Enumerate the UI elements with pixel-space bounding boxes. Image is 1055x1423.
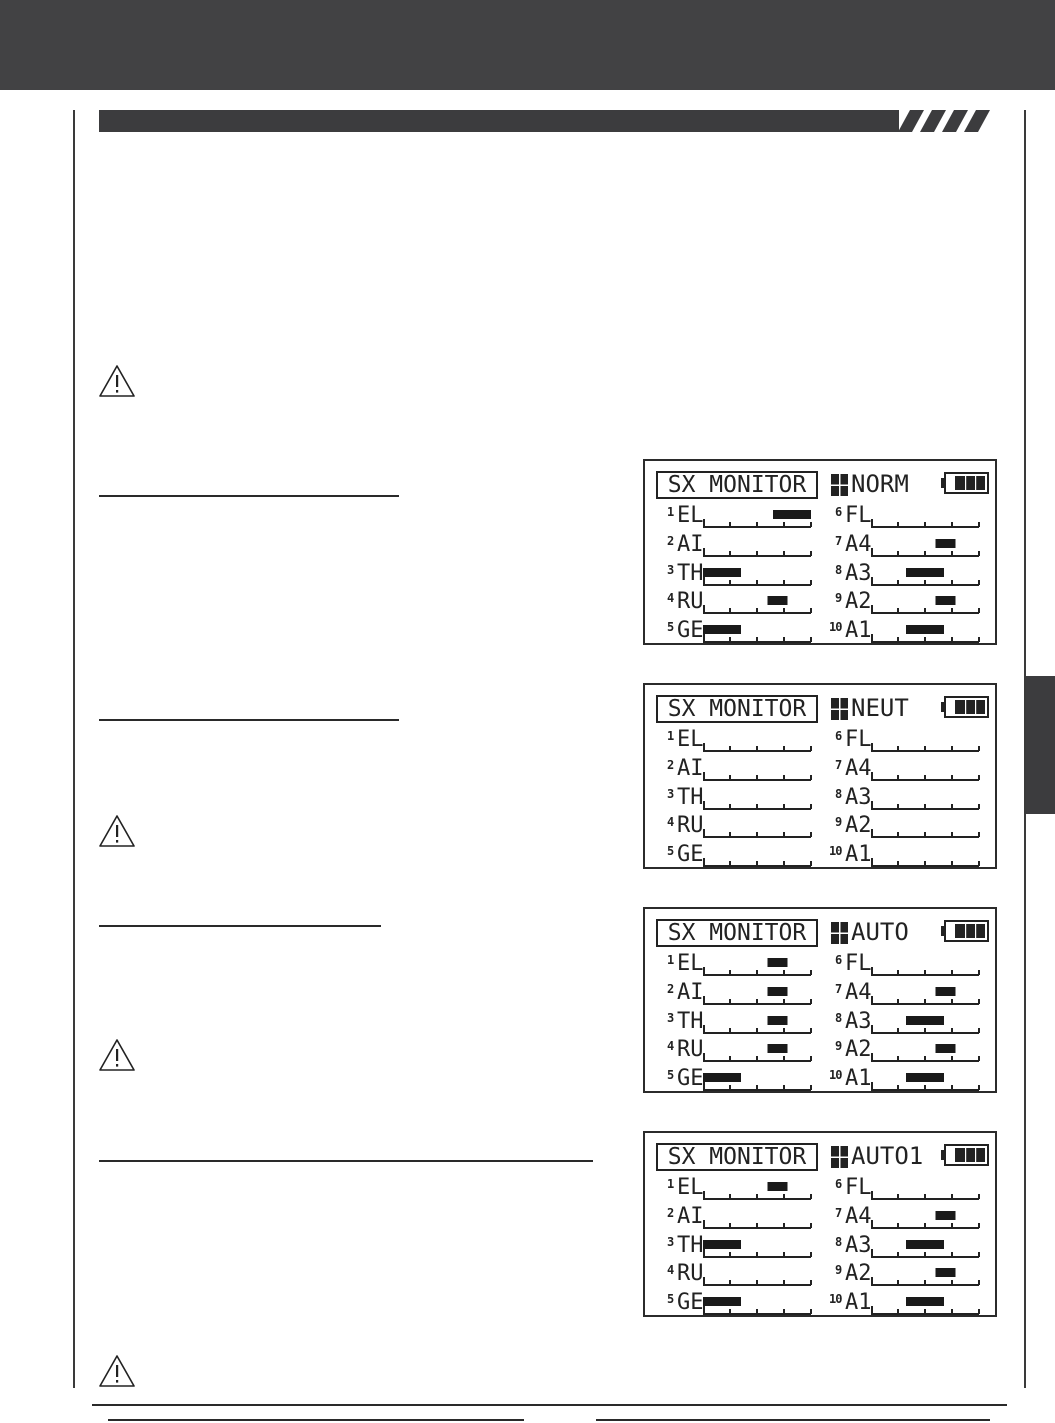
channel-number: 4: [667, 1263, 675, 1278]
channel-row: [667, 727, 847, 755]
header-band: [0, 0, 1055, 90]
channel-label: RU: [677, 1037, 704, 1063]
channel-position-bar: [906, 1016, 944, 1025]
section-stripes-decoration: [898, 110, 1000, 132]
channel-number: 8: [835, 562, 843, 577]
channel-gauge: [871, 593, 981, 615]
channel-row: [835, 1009, 1015, 1037]
channel-number: 4: [667, 591, 675, 606]
channel-row: [667, 618, 847, 646]
channel-gauge: [703, 789, 813, 811]
channel-label: A3: [845, 784, 872, 810]
channel-gauge: [703, 622, 813, 644]
channel-label: FL: [845, 727, 872, 752]
channel-gauge: [871, 955, 981, 977]
channel-label: FL: [845, 1175, 872, 1200]
channel-row: [667, 1290, 847, 1318]
channel-label: EL: [677, 951, 704, 976]
channel-number: 10: [829, 620, 842, 635]
channel-label: RU: [677, 813, 704, 839]
channel-label: A4: [845, 531, 872, 557]
channel-position-bar: [768, 1044, 788, 1053]
channel-row: [667, 756, 847, 784]
channel-label: AI: [677, 1203, 704, 1229]
channel-gauge: [871, 846, 981, 868]
warning-triangle-icon: [98, 1038, 136, 1072]
channel-label: A1: [845, 1290, 872, 1316]
channel-number: 6: [835, 953, 843, 967]
channel-number: 6: [835, 505, 843, 519]
channel-position-bar: [768, 596, 788, 605]
channel-number: 10: [829, 1292, 842, 1307]
battery-icon: [941, 696, 989, 718]
channel-gauge: [703, 593, 813, 615]
channel-number: 1: [667, 953, 675, 967]
footer-rule-left: [108, 1419, 524, 1421]
channel-row: [835, 1204, 1015, 1232]
channel-row: [835, 727, 1015, 755]
channel-position-bar: [703, 1073, 741, 1082]
channel-label: A1: [845, 1066, 872, 1092]
channel-label: EL: [677, 727, 704, 752]
channel-row: [667, 1066, 847, 1094]
channel-label: RU: [677, 589, 704, 615]
flight-mode-icon: [831, 474, 848, 496]
channel-gauge: [703, 1294, 813, 1316]
channel-row: [835, 1261, 1015, 1289]
subsection-heading-underline: [99, 495, 399, 497]
channel-number: 7: [835, 1205, 843, 1220]
channel-gauge: [871, 1041, 981, 1063]
channel-position-bar: [703, 625, 741, 634]
channel-gauge: [703, 731, 813, 753]
channel-number: 3: [667, 562, 675, 577]
channel-label: A4: [845, 979, 872, 1005]
channel-row: [667, 1261, 847, 1289]
channel-gauge: [703, 565, 813, 587]
channel-gauge: [703, 955, 813, 977]
subsection-heading-underline: [99, 1160, 593, 1162]
channel-number: 5: [667, 1292, 675, 1307]
channel-label: A2: [845, 1037, 872, 1063]
channel-row: [835, 980, 1015, 1008]
channel-number: 5: [667, 1068, 675, 1083]
channel-row: [835, 561, 1015, 589]
channel-gauge: [703, 817, 813, 839]
channel-number: 2: [667, 533, 675, 548]
channel-number: 9: [835, 815, 843, 830]
subsection-heading-underline: [99, 719, 399, 721]
channel-label: RU: [677, 1261, 704, 1287]
channel-row: [829, 842, 1015, 870]
channel-number: 2: [667, 981, 675, 996]
channel-row: [667, 561, 847, 589]
channel-position-bar: [703, 1297, 741, 1306]
channel-gauge: [703, 507, 813, 529]
channel-position-bar: [768, 1016, 788, 1025]
lcd-monitor-screen: [643, 1131, 997, 1317]
channel-row: [667, 951, 847, 979]
channel-position-bar: [906, 1240, 944, 1249]
channel-label: AI: [677, 979, 704, 1005]
channel-row: [835, 1233, 1015, 1261]
channel-number: 1: [667, 729, 675, 743]
lcd-title: SX MONITOR: [656, 471, 818, 499]
channel-position-bar: [936, 1268, 956, 1277]
channel-position-bar: [936, 1044, 956, 1053]
channel-label: FL: [845, 951, 872, 976]
channel-gauge: [871, 760, 981, 782]
channel-label: A1: [845, 842, 872, 868]
channel-number: 2: [667, 1205, 675, 1220]
channel-number: 3: [667, 1234, 675, 1249]
channel-number: 3: [667, 786, 675, 801]
channel-label: A2: [845, 589, 872, 615]
footer-rule: [92, 1404, 1007, 1406]
channel-gauge: [871, 984, 981, 1006]
channel-row: [835, 785, 1015, 813]
channel-number: 7: [835, 757, 843, 772]
channel-gauge: [703, 1208, 813, 1230]
channel-position-bar: [906, 1073, 944, 1082]
channel-row: [835, 951, 1015, 979]
channel-row: [829, 1066, 1015, 1094]
channel-label: A2: [845, 813, 872, 839]
channel-row: [667, 813, 847, 841]
channel-label: A4: [845, 755, 872, 781]
channel-position-bar: [906, 568, 944, 577]
channel-number: 9: [835, 1263, 843, 1278]
channel-gauge: [871, 1208, 981, 1230]
section-header-bar: [99, 110, 899, 132]
channel-row: [835, 756, 1015, 784]
channel-number: 8: [835, 786, 843, 801]
channel-number: 1: [667, 505, 675, 519]
channel-label: GE: [677, 618, 704, 644]
channel-number: 4: [667, 815, 675, 830]
channel-gauge: [871, 507, 981, 529]
battery-icon: [941, 1144, 989, 1166]
flight-mode-name: AUTO1: [851, 1142, 924, 1170]
warning-triangle-icon: [98, 814, 136, 848]
channel-gauge: [871, 731, 981, 753]
channel-row: [667, 980, 847, 1008]
channel-row: [835, 1175, 1015, 1203]
channel-label: TH: [677, 560, 704, 586]
channel-gauge: [871, 622, 981, 644]
channel-gauge: [871, 1179, 981, 1201]
channel-gauge: [871, 536, 981, 558]
flight-mode-name: NEUT: [851, 694, 909, 722]
warning-triangle-icon: [98, 364, 136, 398]
channel-row: [835, 813, 1015, 841]
channel-number: 7: [835, 981, 843, 996]
channel-row: [667, 1037, 847, 1065]
channel-position-bar: [768, 987, 788, 996]
channel-label: FL: [845, 503, 872, 528]
left-margin-line: [73, 110, 75, 1388]
channel-gauge: [871, 817, 981, 839]
channel-row: [829, 1290, 1015, 1318]
channel-row: [835, 1037, 1015, 1065]
channel-gauge: [703, 1041, 813, 1063]
lcd-monitor-screen: [643, 907, 997, 1093]
channel-number: 2: [667, 757, 675, 772]
lcd-title: SX MONITOR: [656, 1143, 818, 1171]
channel-label: GE: [677, 842, 704, 868]
channel-position-bar: [703, 568, 741, 577]
channel-gauge: [703, 1237, 813, 1259]
channel-position-bar: [936, 987, 956, 996]
channel-number: 1: [667, 1177, 675, 1191]
lcd-title: SX MONITOR: [656, 695, 818, 723]
channel-number: 8: [835, 1234, 843, 1249]
channel-row: [835, 503, 1015, 531]
channel-row: [667, 1204, 847, 1232]
channel-position-bar: [936, 596, 956, 605]
channel-position-bar: [768, 958, 788, 967]
channel-position-bar: [936, 1211, 956, 1220]
channel-row: [667, 842, 847, 870]
flight-mode-icon: [831, 1146, 848, 1168]
channel-number: 5: [667, 844, 675, 859]
channel-row: [829, 618, 1015, 646]
channel-number: 3: [667, 1010, 675, 1025]
channel-number: 9: [835, 591, 843, 606]
channel-position-bar: [703, 1240, 741, 1249]
channel-number: 4: [667, 1039, 675, 1054]
channel-label: EL: [677, 1175, 704, 1200]
channel-gauge: [703, 984, 813, 1006]
channel-label: TH: [677, 1008, 704, 1034]
battery-icon: [941, 472, 989, 494]
channel-number: 10: [829, 1068, 842, 1083]
lcd-monitor-screen: [643, 459, 997, 645]
channel-gauge: [871, 1013, 981, 1035]
channel-row: [667, 1233, 847, 1261]
channel-gauge: [871, 1294, 981, 1316]
channel-label: A1: [845, 618, 872, 644]
channel-gauge: [703, 1265, 813, 1287]
channel-row: [667, 589, 847, 617]
channel-gauge: [703, 846, 813, 868]
channel-label: TH: [677, 784, 704, 810]
footer-rule-right: [596, 1419, 990, 1421]
channel-number: 6: [835, 1177, 843, 1191]
warning-triangle-icon: [98, 1354, 136, 1388]
channel-row: [835, 532, 1015, 560]
flight-mode-icon: [831, 698, 848, 720]
channel-row: [667, 503, 847, 531]
battery-icon: [941, 920, 989, 942]
flight-mode-name: AUTO: [851, 918, 909, 946]
channel-label: AI: [677, 531, 704, 557]
channel-position-bar: [936, 539, 956, 548]
channel-gauge: [871, 1070, 981, 1092]
channel-position-bar: [773, 510, 811, 519]
channel-gauge: [703, 1013, 813, 1035]
lcd-monitor-screen: [643, 683, 997, 869]
channel-row: [667, 532, 847, 560]
channel-gauge: [871, 1237, 981, 1259]
channel-gauge: [703, 1179, 813, 1201]
chapter-side-tab: [1026, 676, 1055, 814]
channel-gauge: [703, 760, 813, 782]
channel-gauge: [871, 565, 981, 587]
channel-label: A3: [845, 1008, 872, 1034]
channel-gauge: [703, 1070, 813, 1092]
channel-number: 9: [835, 1039, 843, 1054]
channel-label: A3: [845, 560, 872, 586]
channel-label: AI: [677, 755, 704, 781]
channel-label: GE: [677, 1290, 704, 1316]
channel-label: TH: [677, 1232, 704, 1258]
channel-gauge: [871, 1265, 981, 1287]
channel-gauge: [703, 536, 813, 558]
flight-mode-name: NORM: [851, 470, 909, 498]
lcd-title: SX MONITOR: [656, 919, 818, 947]
channel-position-bar: [906, 625, 944, 634]
channel-number: 6: [835, 729, 843, 743]
channel-row: [835, 589, 1015, 617]
channel-row: [667, 1009, 847, 1037]
channel-label: A3: [845, 1232, 872, 1258]
channel-label: A4: [845, 1203, 872, 1229]
flight-mode-icon: [831, 922, 848, 944]
channel-position-bar: [906, 1297, 944, 1306]
channel-row: [667, 1175, 847, 1203]
channel-row: [667, 785, 847, 813]
channel-position-bar: [768, 1182, 788, 1191]
channel-number: 7: [835, 533, 843, 548]
channel-label: A2: [845, 1261, 872, 1287]
channel-label: GE: [677, 1066, 704, 1092]
channel-gauge: [871, 789, 981, 811]
channel-number: 8: [835, 1010, 843, 1025]
channel-number: 5: [667, 620, 675, 635]
channel-number: 10: [829, 844, 842, 859]
channel-label: EL: [677, 503, 704, 528]
subsection-heading-underline: [99, 925, 381, 927]
